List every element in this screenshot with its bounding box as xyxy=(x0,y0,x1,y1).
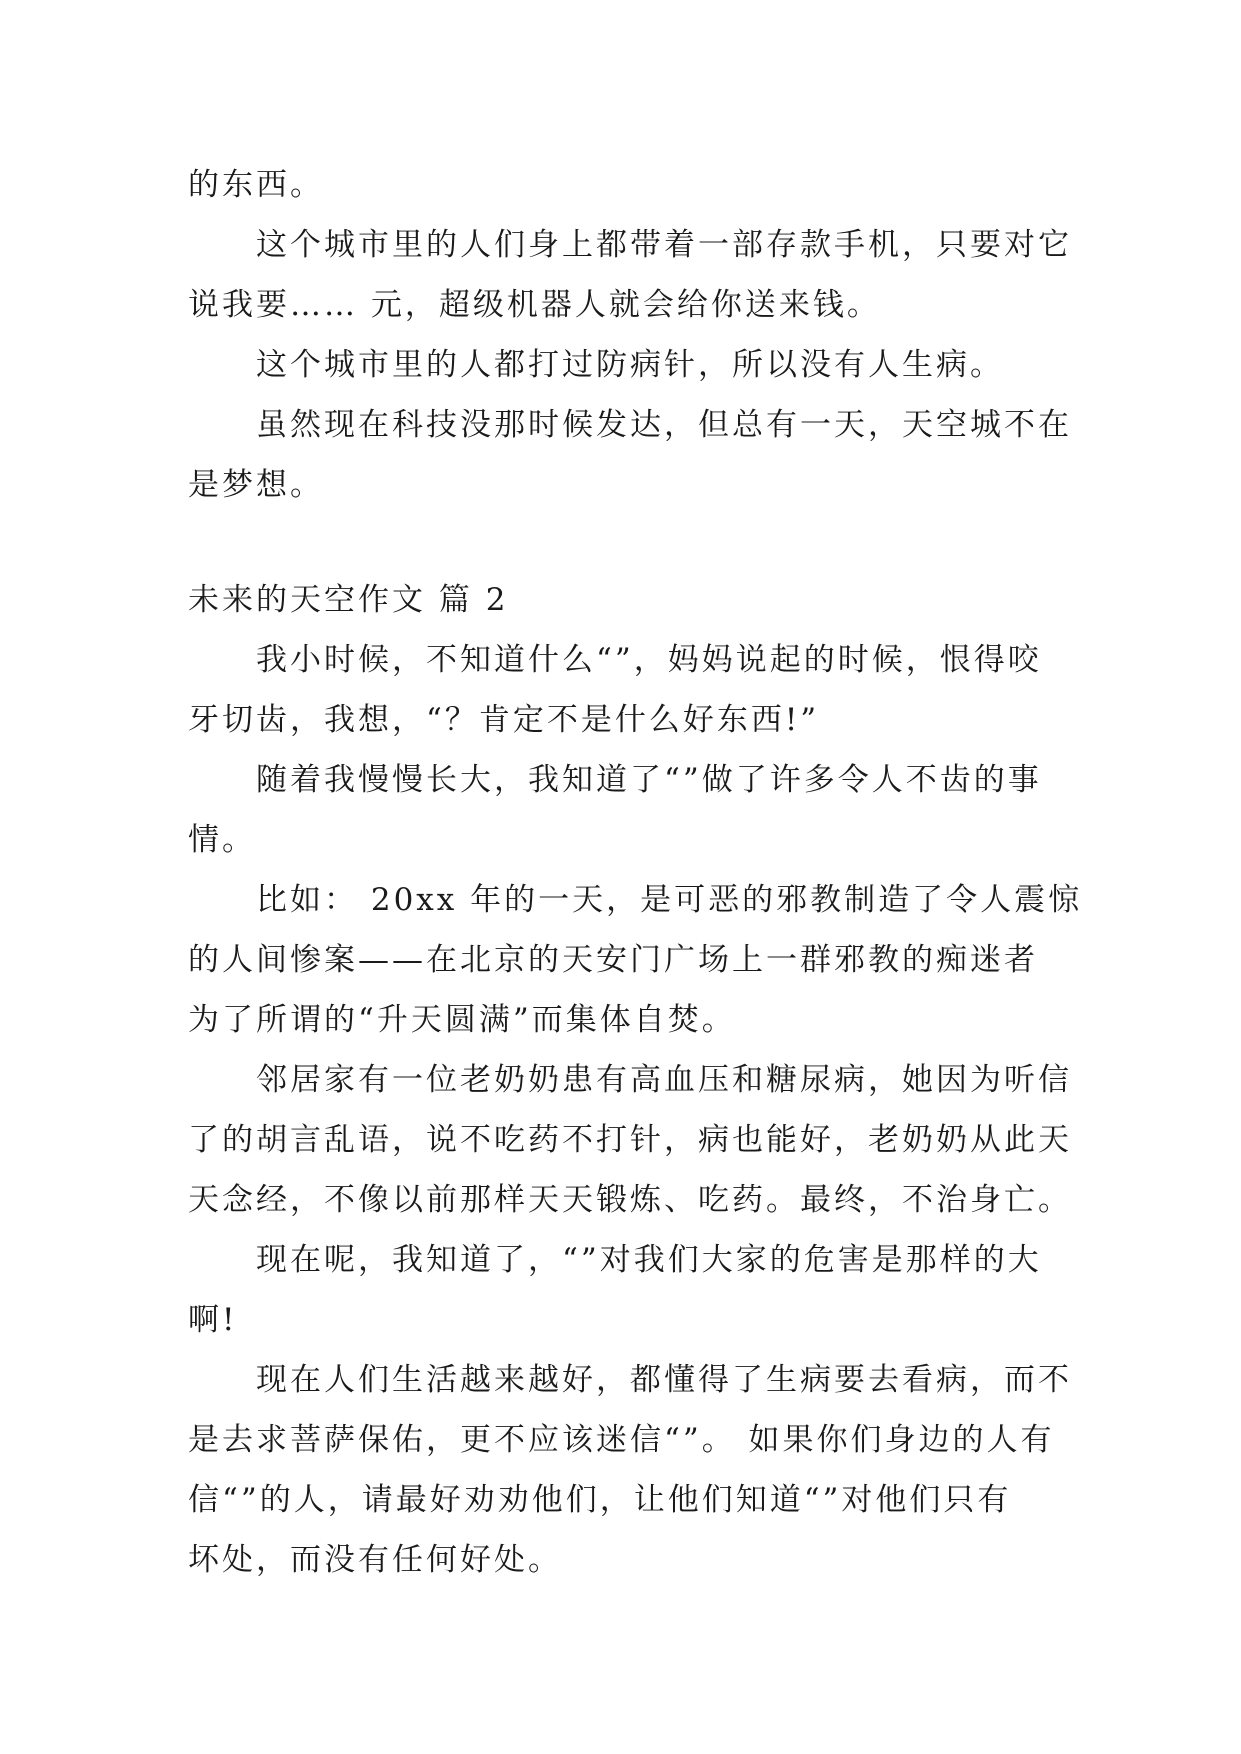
paragraph-line: 是梦想。 xyxy=(188,467,324,503)
paragraph-line: 天念经，不像以前那样天天锻炼、吃药。最终，不治身亡。 xyxy=(188,1182,1072,1218)
paragraph-line: 这个城市里的人们身上都带着一部存款手机，只要对它 xyxy=(256,227,1072,263)
paragraph-line: 坏处，而没有任何好处。 xyxy=(188,1542,562,1578)
section-heading: 未来的天空作文 篇 2 xyxy=(188,582,509,618)
paragraph-line: 比如： 20xx 年的一天，是可恶的邪教制造了令人震惊 xyxy=(256,882,1083,918)
paragraph-line: 为了所谓的“升天圆满”而集体自焚。 xyxy=(188,1002,736,1038)
paragraph-line: 是去求菩萨保佑，更不应该迷信“”。 如果你们身边的人有 xyxy=(188,1422,1055,1458)
paragraph-line: 我小时候，不知道什么“”，妈妈说起的时候，恨得咬 xyxy=(256,642,1042,678)
paragraph-line: 说我要…… 元，超级机器人就会给你送来钱。 xyxy=(188,287,881,323)
paragraph-line: 随着我慢慢长大，我知道了“”做了许多令人不齿的事 xyxy=(256,762,1042,798)
paragraph-line: 现在呢，我知道了，“”对我们大家的危害是那样的大 xyxy=(256,1242,1042,1278)
paragraph-line: 情。 xyxy=(188,822,256,858)
paragraph-line: 的人间惨案——在北京的天安门广场上一群邪教的痴迷者 xyxy=(188,942,1038,978)
paragraph-line: 啊! xyxy=(188,1302,238,1338)
paragraph-line: 牙切齿，我想，“？肯定不是什么好东西!” xyxy=(188,702,820,738)
paragraph-line: 现在人们生活越来越好，都懂得了生病要去看病，而不 xyxy=(256,1362,1072,1398)
paragraph-line: 的东西。 xyxy=(188,167,324,203)
paragraph-line: 了的胡言乱语，说不吃药不打针，病也能好，老奶奶从此天 xyxy=(188,1122,1072,1158)
paragraph-line: 信“”的人，请最好劝劝他们，让他们知道“”对他们只有 xyxy=(188,1482,1012,1518)
paragraph-line: 虽然现在科技没那时候发达，但总有一天，天空城不在 xyxy=(256,407,1072,443)
paragraph-line: 邻居家有一位老奶奶患有高血压和糖尿病，她因为听信 xyxy=(256,1062,1072,1098)
paragraph-line: 这个城市里的人都打过防病针，所以没有人生病。 xyxy=(256,347,1004,383)
